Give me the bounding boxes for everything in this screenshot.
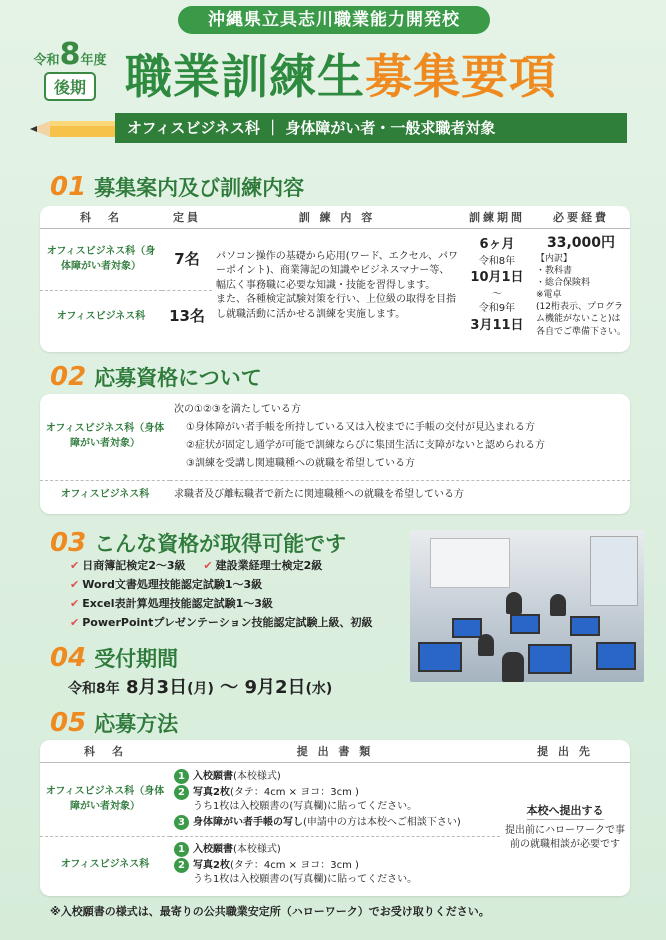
qualification-item: 建設業経理士検定2級 [215,559,323,572]
capacity-1: 7名 [174,249,200,268]
capacity-2: 13名 [162,291,212,343]
content-text-1: パソコン操作の基礎から応用(ワード、エクセル、パワーポイント)、商業簿記の知識やビジネスマナー等、幅広く事務職に必要な知識・技能を習得します。 [216,250,459,291]
number-badge: 1 [174,769,189,784]
application-table [40,740,630,893]
qualification-item: PowerPointプレゼンテーション技能認定試験上級、初級 [82,616,373,629]
eligibility-table [40,394,630,510]
section-02-number: 02 [50,362,87,392]
doc-name: 身体障がい者手帳の写し [193,816,303,828]
check-icon: ✔ [70,616,80,629]
section-01-heading [50,172,304,202]
school-name-banner: 沖縄県立具志川職業能力開発校 [178,6,490,34]
period-tilde: 〜 [220,677,239,698]
monitor [510,614,540,634]
classroom-photo [410,530,644,682]
monitor [418,642,462,672]
whiteboard [430,538,510,588]
period-start-label: 令和8年 [478,255,516,267]
check-icon: ✔ [70,597,80,610]
period-era: 令和8年 [68,681,120,697]
cost-detail-0: 【内訳】 [536,253,573,264]
section-04-heading [50,643,178,673]
course-name-2: オフィスビジネス科 [40,291,162,343]
period-tilde: 〜 [492,288,502,300]
check-icon: ✔ [70,559,80,572]
period-end-day: (水) [305,681,333,697]
section-03-number: 03 [50,528,87,558]
eligibility-item-2: ②症状が固定し通学が可能で訓練ならびに集団生活に支障がないと認められる方 [186,439,545,451]
pencil-icon [30,118,118,140]
number-badge: 2 [174,858,189,873]
eligibility-conditions [170,394,630,480]
section-01-title: 募集案内及び訓練内容 [94,176,305,200]
cost-detail-1: ・教科書 [536,265,573,276]
doc-note: (本校様式) [233,771,281,782]
subtitle-bar: オフィスビジネス科 ｜ 身体障がい者・一般求職者対象 [115,113,627,143]
cost-detail-2: ・総合保険料 [536,277,591,288]
doc-note: うち1枚は入校願書の(写真欄)に貼ってください。 [193,801,418,812]
student [550,594,566,616]
col-capacity: 定員 [162,206,212,229]
number-badge: 1 [174,842,189,857]
doc-name: 入校願書 [193,844,233,855]
period-start: 10月1日 [470,270,524,286]
monitor [570,616,600,636]
col-content: 訓 練 内 容 [212,206,462,229]
documents-2 [170,837,500,893]
course-name-1: オフィスビジネス科（身体障がい者対象） [46,246,156,272]
qualification-row [70,575,372,594]
training-content [212,229,462,343]
period-length: 6ヶ月 [479,236,515,252]
monitor [452,618,482,638]
period-start-date: 8月3日 [126,677,188,698]
content-text-2: また、各種検定試験対策を行い、上位級の取得を目指し就職活動に活かせる訓練を実施します。 [216,294,456,320]
number-badge: 3 [174,815,189,830]
student [478,634,494,656]
monitor [596,642,636,670]
window [590,536,638,606]
doc-note: うち1枚は入校願書の(写真欄)に貼ってください。 [193,874,418,885]
qualification-list [70,556,372,632]
cost-detail-3: ※電卓 [536,290,562,301]
doc-name: 写真2枚 [193,786,230,798]
student [502,652,524,682]
period-end: 3月11日 [470,317,524,333]
year-prefix: 令和 [33,53,60,68]
eligibility-item-1: ①身体障がい者手帳を所持している又は入校までに手帳の交付が見込まれる方 [186,421,535,433]
section-02-title: 応募資格について [94,366,262,390]
qualification-row [70,556,372,575]
doc-note: (タテ：4cm × ヨコ：3cm ) [229,859,359,871]
recruitment-table-card [40,206,630,352]
section-02-heading [50,362,262,392]
period-end-label: 令和9年 [478,303,516,315]
doc-name: 入校願書 [193,771,233,782]
section-05-heading [50,708,178,738]
qualification-item: 日商簿記検定2〜3級 [82,559,186,572]
eligibility-item-3: ③訓練を受講し関連職種への就職を希望している方 [186,457,415,469]
doc-name: 写真2枚 [193,859,230,871]
monitor [528,644,572,674]
title-green-part: 職業訓練生 [125,50,365,105]
application-method-card [40,740,630,896]
eligibility-card [40,394,630,514]
col-documents: 提 出 書 類 [170,740,500,763]
recruitment-table [40,206,630,343]
destination-note: 提出前にハローワークで事前の就職相談が必要です [505,824,625,851]
section-05-number: 05 [50,708,87,738]
application-course-1: オフィスビジネス科（身体障がい者対象） [45,786,165,812]
student [506,592,522,614]
qualification-item: Excel表計算処理技能認定試験1〜3級 [82,597,273,610]
col-course: 科 名 [40,206,162,229]
col-destination: 提 出 先 [500,740,630,763]
check-icon: ✔ [203,559,213,572]
period-end-date: 9月2日 [244,677,306,698]
period-start-day: (月) [187,681,214,697]
eligibility-course-2: オフィスビジネス科 [40,480,170,510]
training-period [462,229,532,343]
section-03-heading [50,528,346,558]
col-course: 科 名 [40,740,170,763]
col-period: 訓練期間 [462,206,532,229]
application-period [68,673,332,699]
cost-amount: 33,000円 [546,234,616,251]
qualification-row [70,613,372,632]
section-05-title: 応募方法 [94,712,179,736]
number-badge: 2 [174,785,189,800]
doc-note: (タテ：4cm × ヨコ：3cm ) [229,786,359,798]
eligibility-intro: 次の①②③を満たしている方 [174,403,301,415]
col-cost: 必要経費 [532,206,630,229]
application-course-2: オフィスビジネス科 [40,837,170,893]
doc-note: (申請中の方は本校へご相談下さい) [303,816,461,828]
cost-cell [532,229,630,343]
title-orange-part: 募集要項 [365,50,557,105]
check-icon: ✔ [70,578,80,591]
doc-note: (本校様式) [233,844,281,855]
section-04-title: 受付期間 [94,647,179,671]
qualification-item: Word文書処理技能認定試験1〜3級 [82,578,263,591]
cost-detail-4: (12桁表示、プログラム機能がないこと)は各自でご準備下さい。 [536,302,627,337]
eligibility-text-2: 求職者及び離転職者で新たに関連職種への就職を希望している方 [170,480,630,510]
qualification-row [70,594,372,613]
section-03-title: こんな資格が取得可能です [94,532,347,556]
year-suffix: 年度 [80,53,107,68]
term-label: 後期 [44,72,96,101]
destination-title: 本校へ提出する [527,803,604,820]
main-title [125,40,557,107]
footer-note: ※入校願書の様式は、最寄りの公共職業安定所（ハローワーク）でお受け取りください。 [50,905,490,918]
year-number: 8 [59,37,81,72]
submission-destination [500,763,630,893]
fiscal-year-badge [28,37,112,102]
section-01-number: 01 [50,172,87,202]
eligibility-course-1: オフィスビジネス科（身体障がい者対象） [45,423,165,449]
documents-1 [170,763,500,837]
section-04-number: 04 [50,643,87,673]
